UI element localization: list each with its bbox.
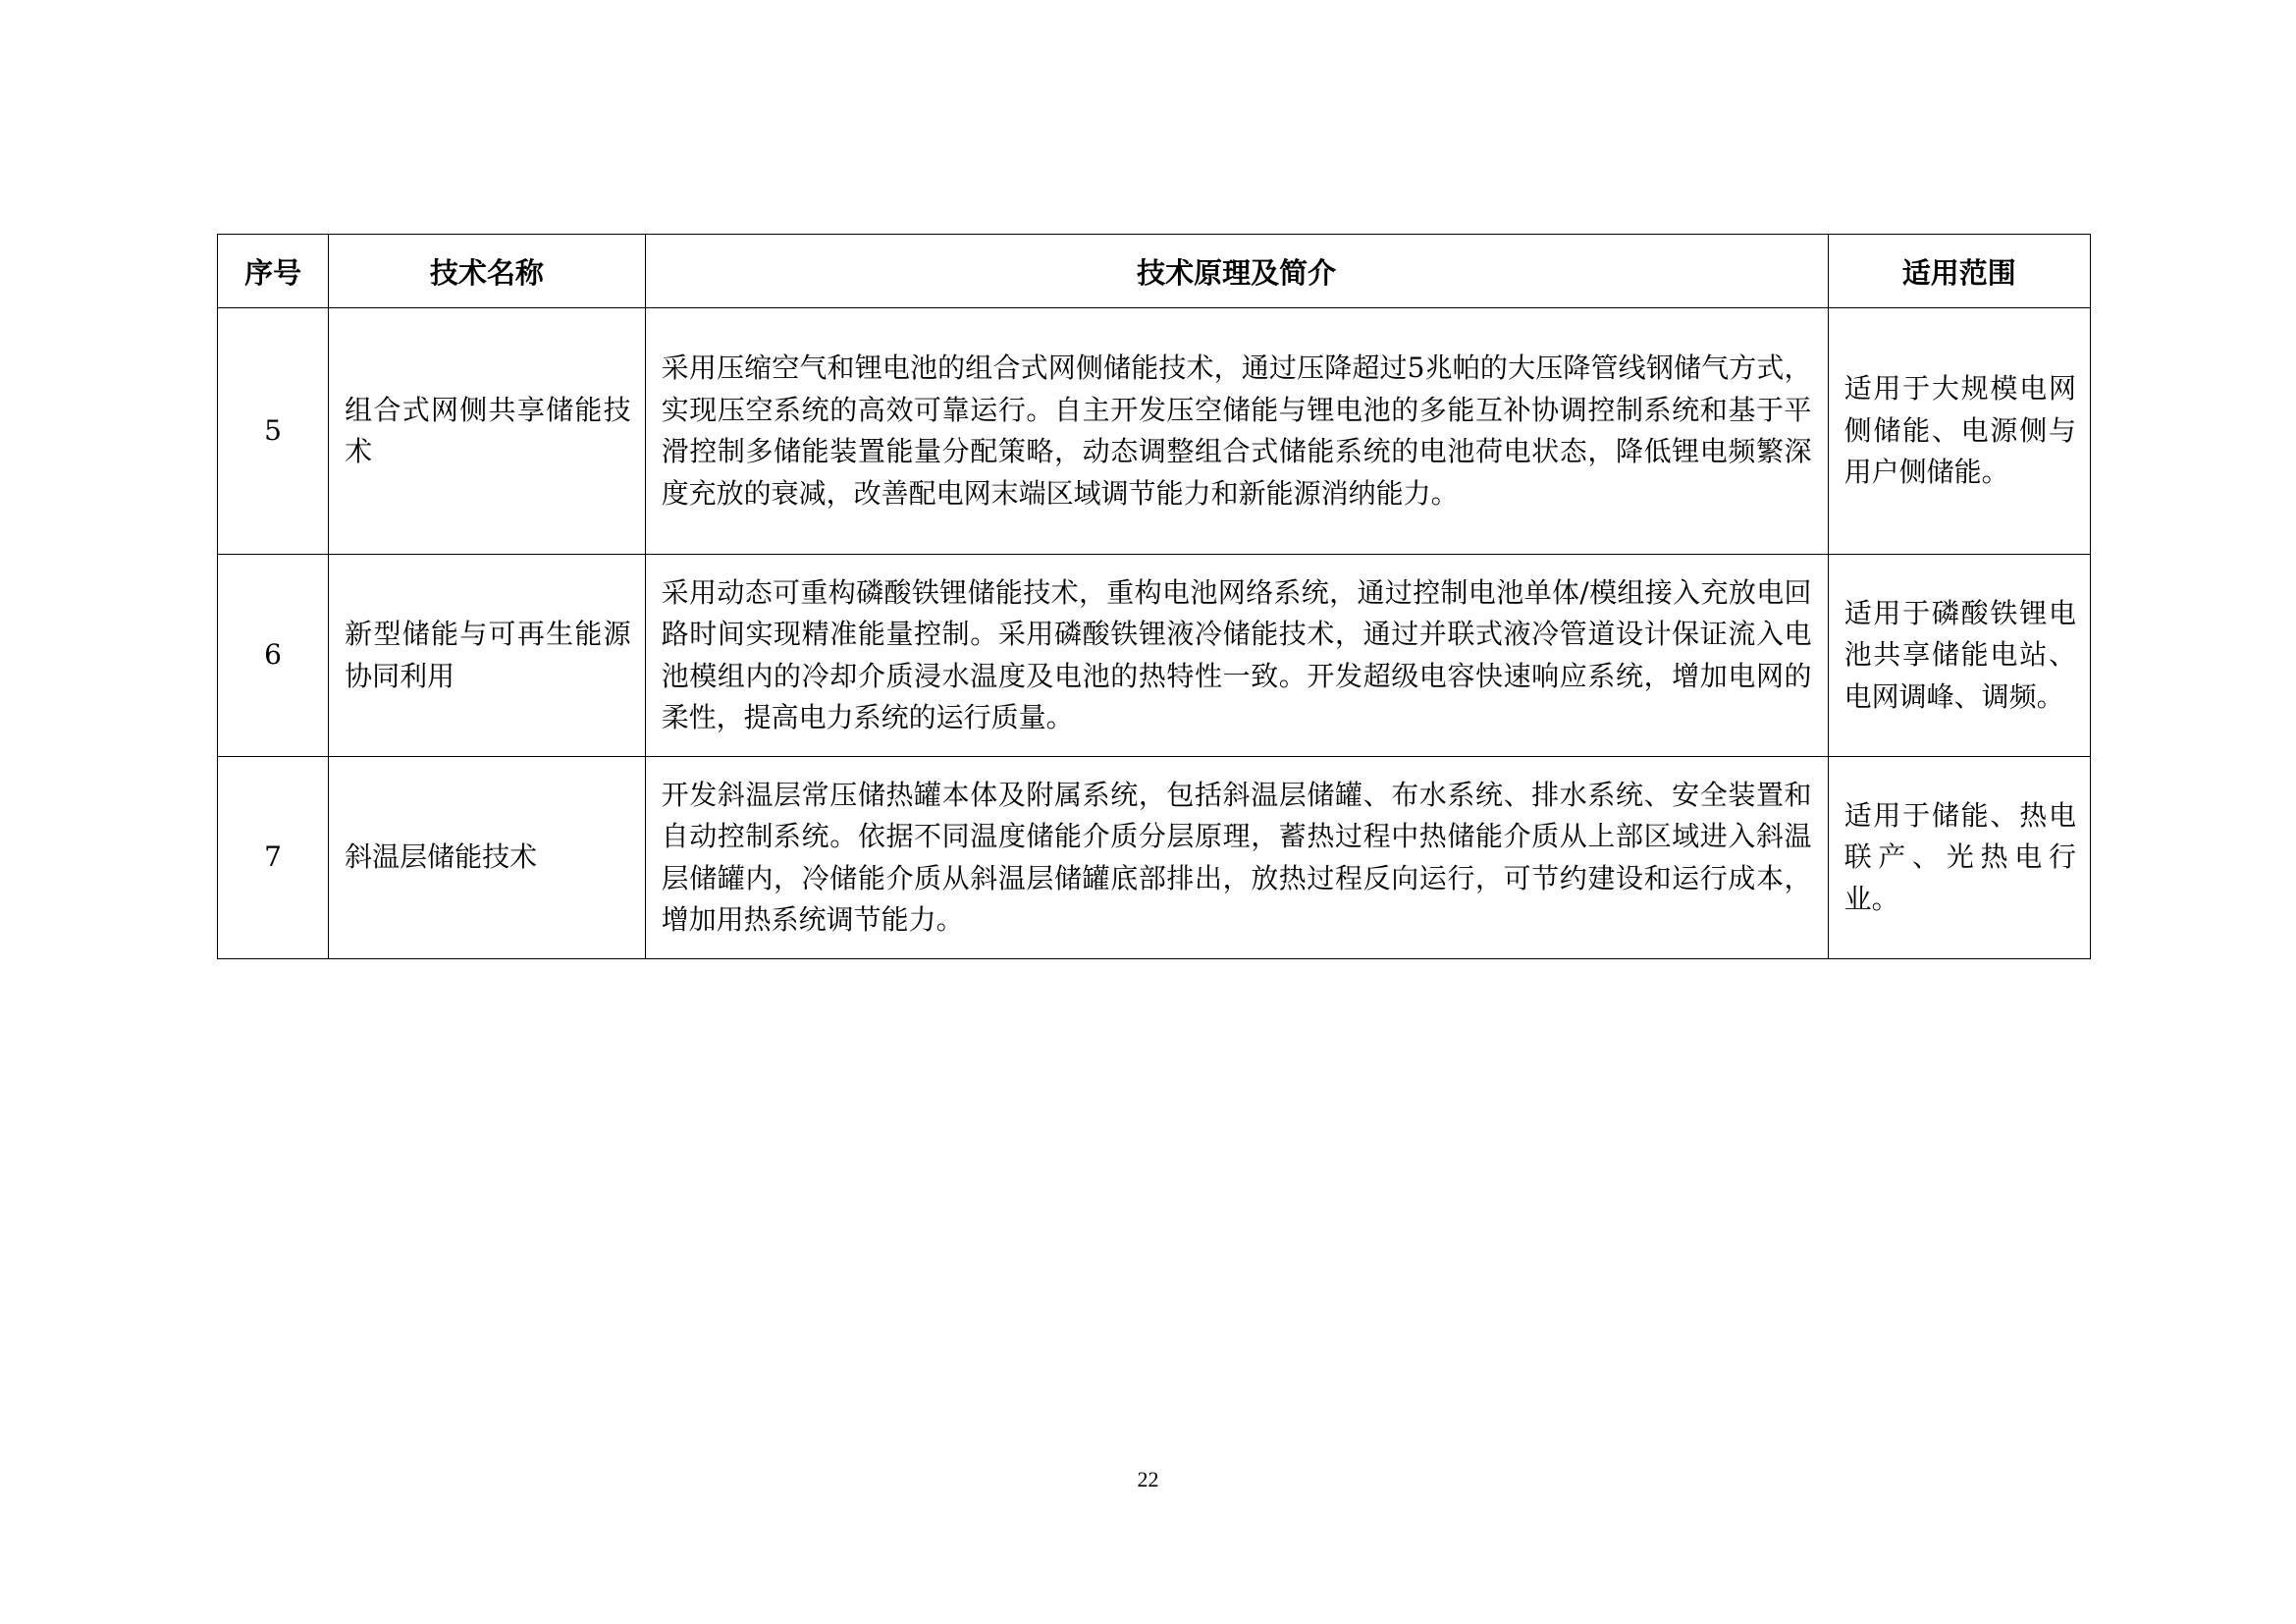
table-row bbox=[218, 555, 2091, 757]
table-header-row bbox=[218, 235, 2091, 308]
cell-technology-description: 采用压缩空气和锂电池的组合式网侧储能技术，通过压降超过5兆帕的大压降管线钢储气方式，实现压空系统的高效可靠运行。自主开发压空储能与锂电池的多能互补协调控制系统和基于平滑控制多储能装置能量分配策略，动态调整组合式储能系统的电池荷电状态，降低锂电频繁深度充放的衰减，改善配电网末端区域调节能力和新能源消纳能力。 bbox=[645, 308, 1828, 555]
cell-application-scope: 适用于储能、热电联产、光热电行业。 bbox=[1828, 757, 2090, 959]
cell-serial-number: 7 bbox=[218, 757, 329, 959]
cell-technology-description: 开发斜温层常压储热罐本体及附属系统，包括斜温层储罐、布水系统、排水系统、安全装置和自动控制系统。依据不同温度储能介质分层原理，蓄热过程中热储能介质从上部区域进入斜温层储罐内，冷储能介质从斜温层储罐底部排出，放热过程反向运行，可节约建设和运行成本，增加用热系统调节能力。 bbox=[645, 757, 1828, 959]
header-technology-description: 技术原理及简介 bbox=[645, 235, 1828, 308]
header-technology-name: 技术名称 bbox=[329, 235, 646, 308]
cell-application-scope: 适用于磷酸铁锂电池共享储能电站、电网调峰、调频。 bbox=[1828, 555, 2090, 757]
table-row bbox=[218, 308, 2091, 555]
cell-technology-name: 新型储能与可再生能源协同利用 bbox=[329, 555, 646, 757]
header-application-scope: 适用范围 bbox=[1828, 235, 2090, 308]
cell-technology-name: 组合式网侧共享储能技术 bbox=[329, 308, 646, 555]
cell-serial-number: 5 bbox=[218, 308, 329, 555]
page-number: 22 bbox=[1137, 1467, 1159, 1491]
cell-technology-name: 斜温层储能技术 bbox=[329, 757, 646, 959]
cell-serial-number: 6 bbox=[218, 555, 329, 757]
cell-application-scope: 适用于大规模电网侧储能、电源侧与用户侧储能。 bbox=[1828, 308, 2090, 555]
cell-technology-description: 采用动态可重构磷酸铁锂储能技术，重构电池网络系统，通过控制电池单体/模组接入充放电回路时间实现精准能量控制。采用磷酸铁锂液冷储能技术，通过并联式液冷管道设计保证流入电池模组内的冷却介质浸水温度及电池的热特性一致。开发超级电容快速响应系统，增加电网的柔性，提高电力系统的运行质量。 bbox=[645, 555, 1828, 757]
header-serial-number: 序号 bbox=[218, 235, 329, 308]
table-row bbox=[218, 757, 2091, 959]
technology-table bbox=[217, 234, 2091, 959]
